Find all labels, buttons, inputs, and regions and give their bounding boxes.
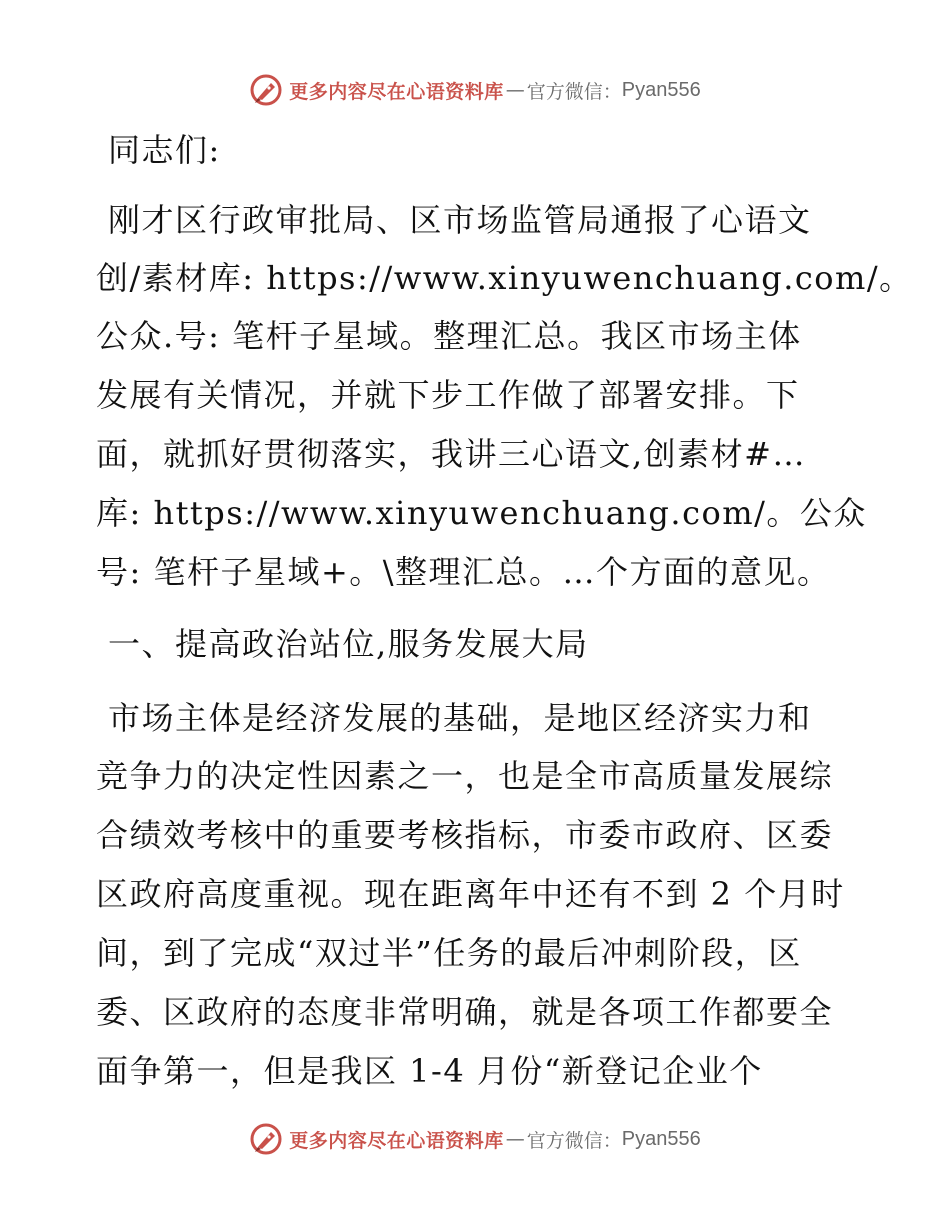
- banner-main-text: 更多内容尽在心语资料库: [289, 80, 504, 103]
- pen-nib-logo-icon: [249, 73, 283, 107]
- footer-banner: [0, 1119, 950, 1159]
- paragraph-line: 号: 笔杆子星域+。\整理汇总。…个方面的意见。: [96, 553, 831, 591]
- section-heading: 一、提高政治站位,服务发展大局: [108, 625, 589, 663]
- paragraph-line: 竞争力的决定性因素之一，也是全市高质量发展综: [96, 757, 834, 795]
- banner-main-text: 更多内容尽在心语资料库: [289, 1129, 504, 1152]
- header-banner: [0, 70, 950, 110]
- banner-sub-text: 官方微信：: [526, 80, 622, 103]
- paragraph-line: 公众.号: 笔杆子星域。整理汇总。我区市场主体: [96, 317, 802, 355]
- paragraph-line: 市场主体是经济发展的基础，是地区经济实力和: [108, 699, 812, 737]
- banner-sub-text: 官方微信：: [526, 1129, 622, 1152]
- paragraph-line: 区政府高度重视。现在距离年中还有不到 2 个月时: [96, 875, 845, 913]
- paragraph-line: 合绩效考核中的重要考核指标，市委市政府、区委: [96, 816, 834, 854]
- pen-nib-logo-icon: [249, 1122, 283, 1156]
- banner-wechat-id: Pyan556: [621, 78, 701, 101]
- salutation: 同志们:: [108, 131, 221, 169]
- banner-dash: —: [505, 79, 525, 101]
- paragraph-line: 间，到了完成“双过半”任务的最后冲刺阶段，区: [96, 934, 802, 972]
- paragraph-line: 创/素材库: https://www.xinyuwenchuang.com/。: [96, 259, 913, 297]
- paragraph-line: 委、区政府的态度非常明确，就是各项工作都要全: [96, 993, 834, 1031]
- banner-dash: —: [505, 1128, 525, 1150]
- banner-wechat-id: Pyan556: [621, 1127, 701, 1150]
- paragraph-line: 发展有关情况，并就下步工作做了部署安排。下: [96, 376, 800, 414]
- paragraph-line: 面争第一，但是我区 1-4 月份“新登记企业个: [96, 1052, 763, 1090]
- paragraph-line: 面，就抓好贯彻落实，我讲三心语文,创素材#…: [96, 435, 806, 473]
- paragraph-line: 库: https://www.xinyuwenchuang.com/。公众: [96, 494, 867, 532]
- paragraph-line: 刚才区行政审批局、区市场监管局通报了心语文: [108, 201, 812, 239]
